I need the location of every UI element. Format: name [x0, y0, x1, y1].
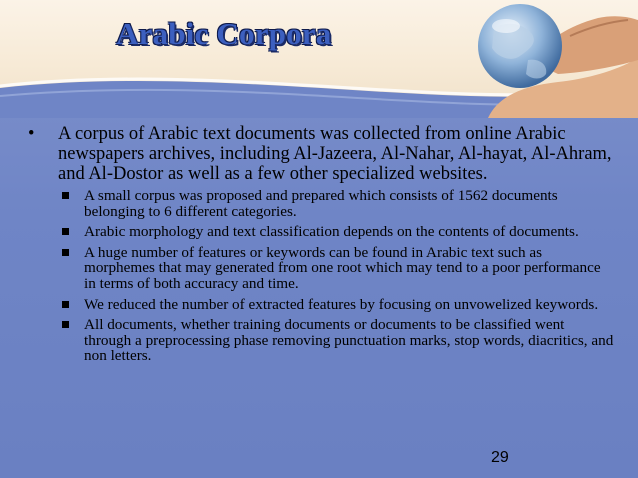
slide-title: Arabic Corpora	[116, 16, 332, 51]
square-bullet-icon	[62, 249, 69, 256]
sub-bullet-list	[24, 188, 614, 364]
main-bullet	[24, 124, 614, 184]
bullet-dot: •	[28, 124, 35, 144]
square-bullet-icon	[62, 192, 69, 199]
square-bullet-icon	[62, 301, 69, 308]
slide-body	[24, 124, 614, 369]
sub-bullet-text: All documents, whether training documents or documents to be classified went through a preprocessing phase removing punctuation marks, stop words, diacritics, and non letters.	[84, 316, 614, 365]
sub-bullet-text: A small corpus was proposed and prepared which consists of 1562 documents belonging to 6 different categories.	[84, 187, 558, 220]
sub-bullet	[24, 317, 614, 364]
square-bullet-icon	[62, 228, 69, 235]
sub-bullet	[24, 188, 614, 219]
globe-in-hand-image	[428, 0, 638, 118]
main-bullet-text: A corpus of Arabic text documents was collected from online Arabic newspapers archives, including Al-Jazeera, Al-Nahar, Al-hayat, Al-Ahram, and Al-Dostor as well as a few other specialized websites.	[58, 124, 612, 184]
sub-bullet-text: A huge number of features or keywords can be found in Arabic text such as morphemes that may generated from one root which may tend to a poor performance in terms of both accuracy and time.	[84, 243, 601, 292]
sub-bullet-text: We reduced the number of extracted features by focusing on unvowelized keywords.	[84, 295, 599, 313]
slide-header-band	[0, 0, 638, 118]
square-bullet-icon	[62, 321, 69, 328]
sub-bullet	[24, 224, 614, 240]
sub-bullet	[24, 297, 614, 313]
sub-bullet-text: Arabic morphology and text classification depends on the contents of documents.	[84, 223, 579, 241]
sub-bullet	[24, 245, 614, 292]
page-number: 29	[491, 449, 509, 466]
